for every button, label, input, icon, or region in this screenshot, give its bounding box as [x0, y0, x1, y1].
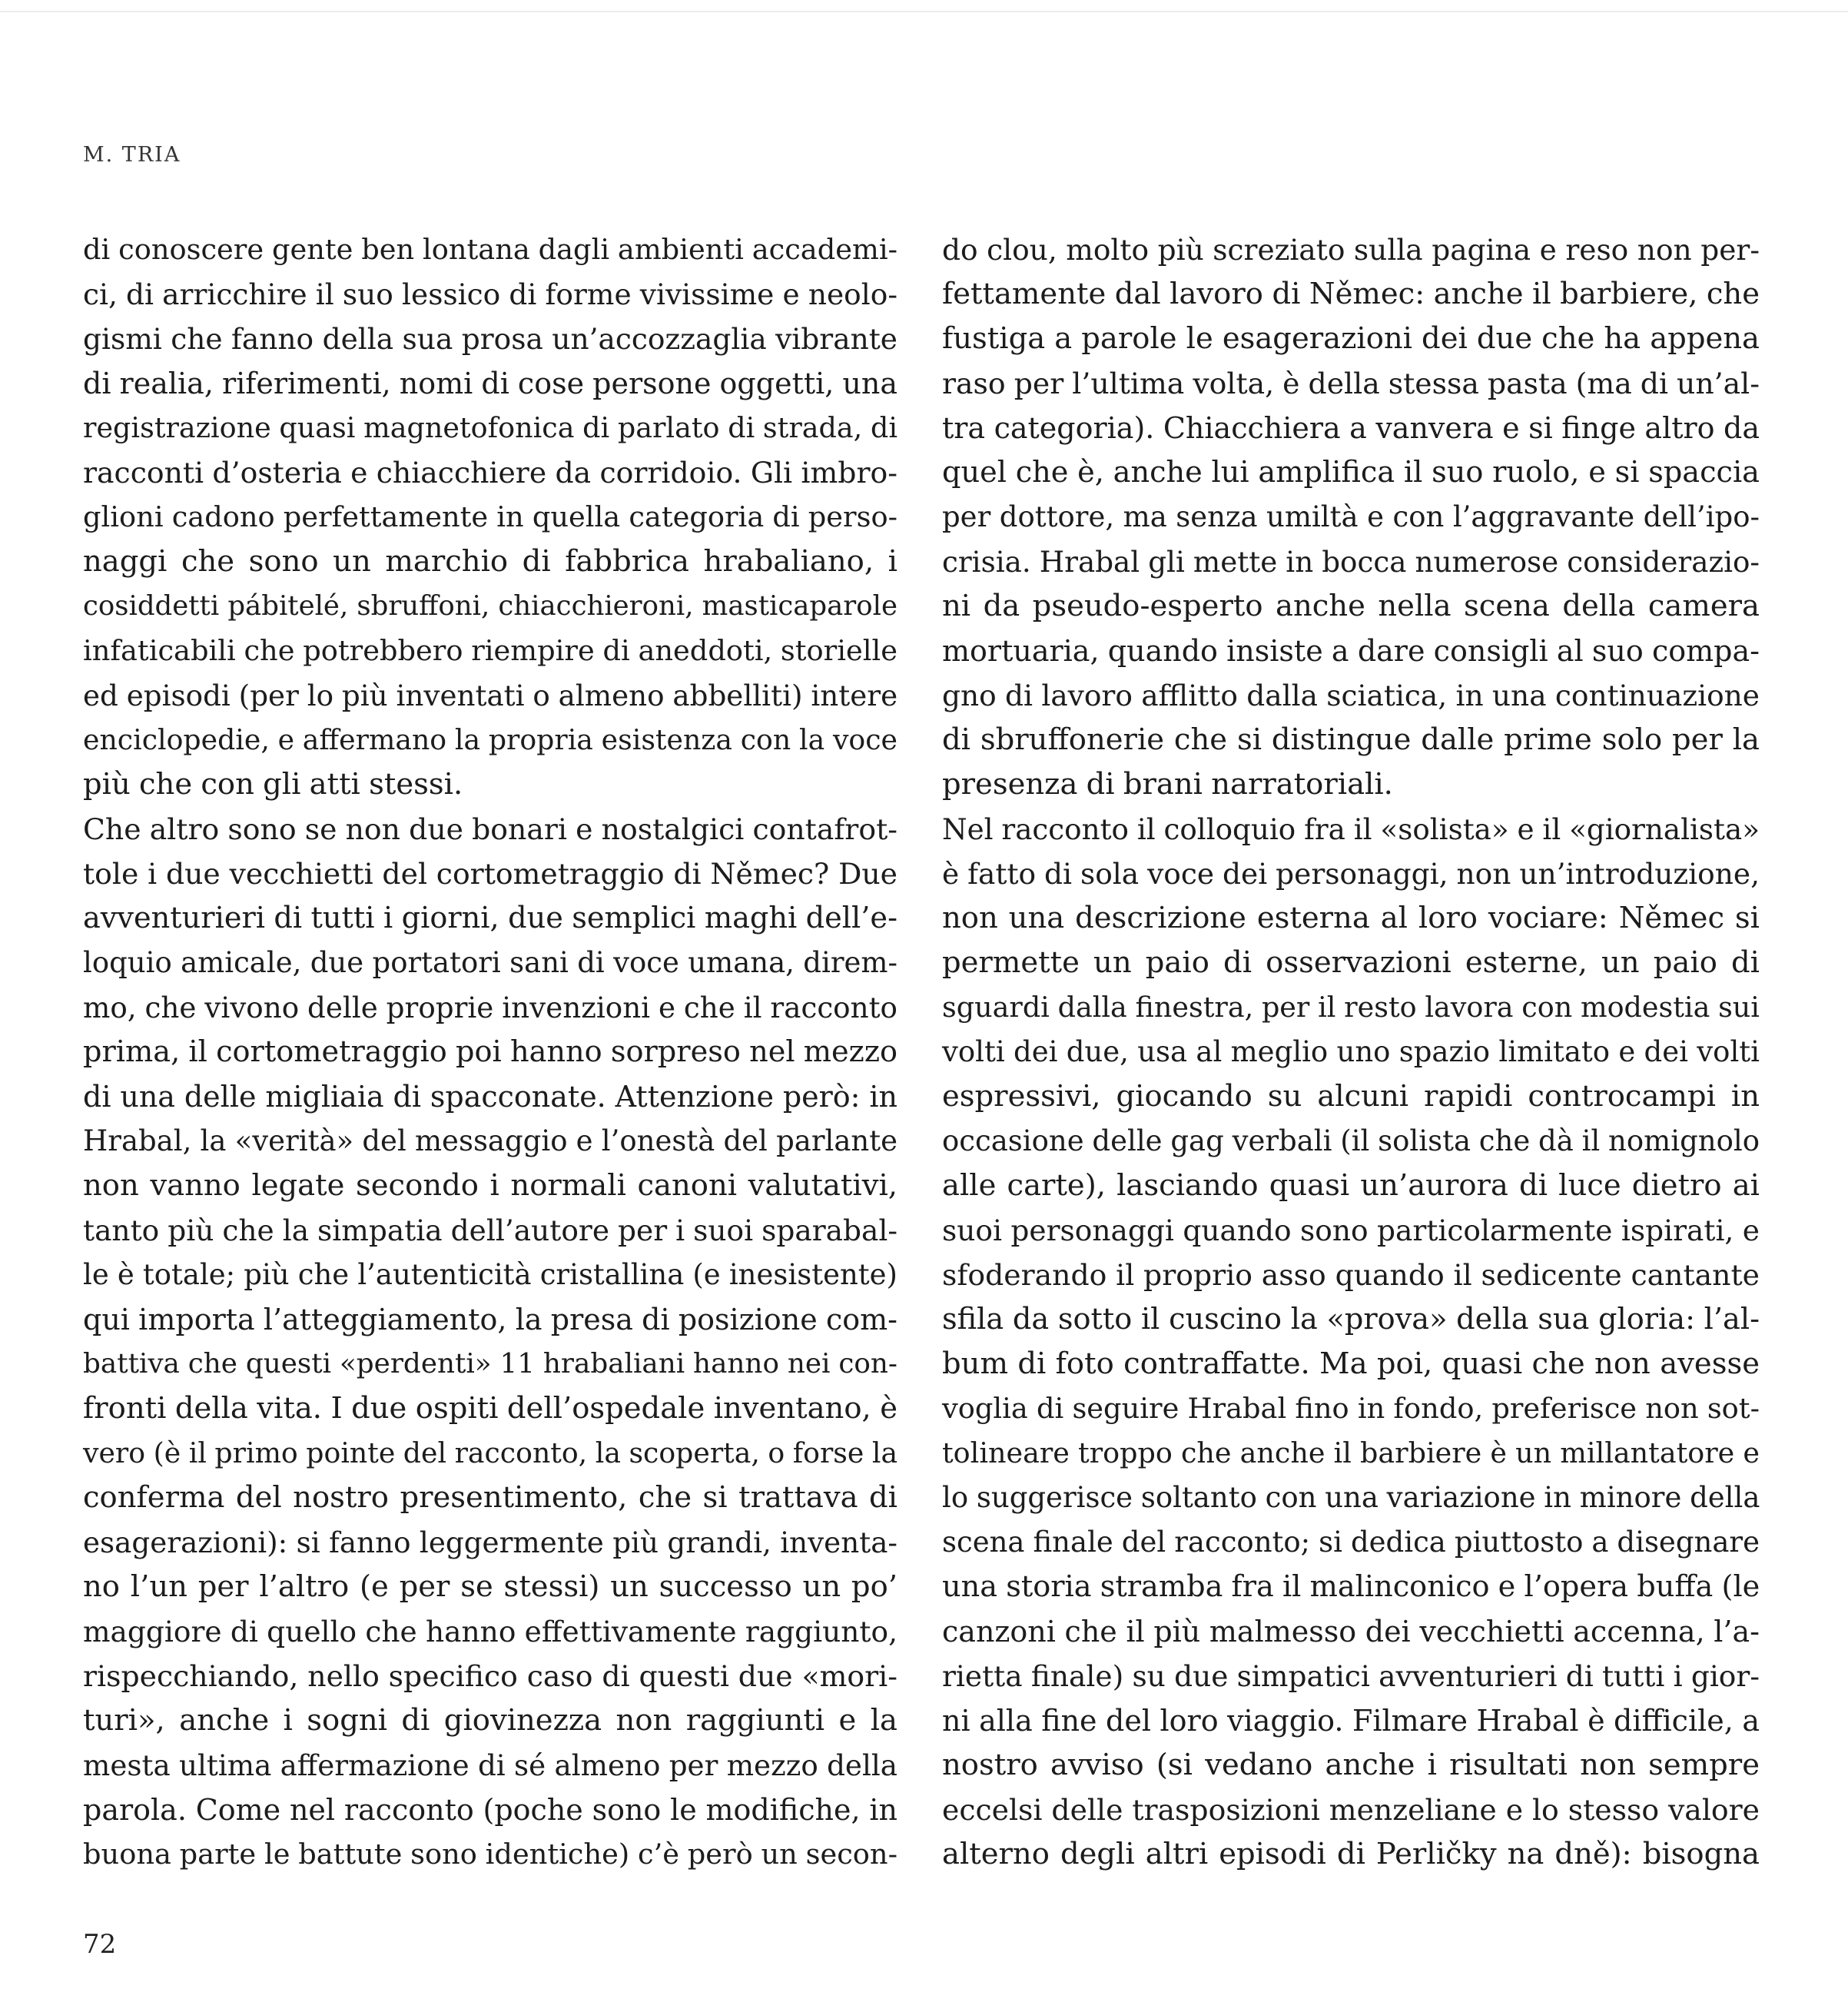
text-line: espressivi, giocando su alcuni rapidi controcampi in	[942, 1079, 1760, 1114]
text-line: canzoni che il più malmesso dei vecchietti accenna, l’a-	[942, 1615, 1760, 1648]
text-line: nostro avviso (si vedano anche i risultati non sempre	[942, 1748, 1760, 1782]
text-line: permette un paio di osservazioni esterne, un paio di	[942, 945, 1760, 980]
text-line: rietta finale) su due simpatici avventurieri di tutti i gior-	[942, 1659, 1760, 1693]
text-line: di sbruffonerie che si distingue dalle prime solo per la	[942, 722, 1760, 757]
text-line: tolineare troppo che anche il barbiere è un millantatore e	[942, 1436, 1760, 1469]
text-line: sfoderando il proprio asso quando il sedicente cantante	[942, 1258, 1760, 1292]
text-line: volti dei due, usa al meglio uno spazio limitato e dei volti	[942, 1035, 1760, 1068]
paragraph-end-line: più che con gli atti stessi.	[83, 767, 463, 802]
text-line: tanto più che la simpatia dell’autore per i suoi sparabal-	[83, 1214, 897, 1247]
text-line: eccelsi delle trasposizioni menzeliane e lo stesso valore	[942, 1793, 1760, 1827]
running-head: M. TRIA	[83, 143, 181, 167]
text-line: ni da pseudo-esperto anche nella scena della camera	[942, 589, 1760, 623]
text-line: fustiga a parole le esagerazioni dei due che ha appena	[942, 321, 1760, 356]
text-line: mortuaria, quando insiste a dare consigli al suo compa-	[942, 634, 1760, 668]
text-line: cosiddetti pábitelé, sbruffoni, chiacchieroni, masticaparole	[83, 590, 897, 622]
text-line: naggi che sono un marchio di fabbrica hrabaliano, i	[83, 544, 897, 579]
right-column	[942, 227, 1760, 1877]
text-line: infaticabili che potrebbero riempire di aneddoti, storielle	[83, 634, 897, 667]
text-line: sfila da sotto il cuscino la «prova» della sua gloria: l’al-	[942, 1302, 1760, 1336]
text-line: gismi che fanno della sua prosa un’accozzaglia vibrante	[83, 322, 897, 356]
text-line: quel che è, anche lui amplifica il suo ruolo, e si spaccia	[942, 455, 1760, 490]
text-line: qui importa l’atteggiamento, la presa di posizione com-	[83, 1303, 897, 1336]
text-line: buona parte le battute sono identiche) c’è però un secon-	[83, 1838, 897, 1871]
text-line: conferma del nostro presentimento, che si trattava di	[83, 1480, 897, 1515]
text-line: turi», anche i sogni di giovinezza non raggiunti e la	[83, 1703, 897, 1738]
text-line: battiva che questi «perdenti» 11 hrabaliani hanno nei con-	[83, 1348, 897, 1380]
paragraph-end-line: presenza di brani narratoriali.	[942, 767, 1393, 802]
text-line: fettamente dal lavoro di Němec: anche il barbiere, che	[942, 277, 1760, 311]
text-line: alle carte), lasciando quasi un’aurora di luce dietro ai	[942, 1168, 1760, 1203]
text-line: rispecchiando, nello specifico caso di questi due «mori-	[83, 1659, 897, 1693]
text-line: enciclopedie, e affermano la propria esistenza con la voce	[83, 723, 897, 756]
text-line: do clou, molto più screziato sulla pagina e reso non per-	[942, 233, 1760, 267]
text-line: voglia di seguire Hrabal fino in fondo, preferisce non sot-	[942, 1392, 1760, 1425]
text-line: le è totale; più che l’autenticità cristallina (e inesistente)	[83, 1258, 897, 1291]
text-line: una storia stramba fra il malinconico e l’opera buffa (le	[942, 1569, 1760, 1604]
text-line: è fatto di sola voce dei personaggi, non un’introduzione,	[942, 857, 1760, 891]
text-line: ni alla fine del loro viaggio. Filmare Hrabal è difficile, a	[942, 1704, 1760, 1738]
text-line: avventurieri di tutti i giorni, due semplici maghi dell’e-	[83, 901, 897, 935]
text-line: Che altro sono se non due bonari e nostalgici contafrot-	[83, 812, 897, 846]
text-line: ed episodi (per lo più inventati o almeno abbelliti) intere	[83, 679, 898, 712]
text-line: ci, di arricchire il suo lessico di forme vivissime e neolo-	[83, 277, 897, 311]
text-line: di una delle migliaia di spacconate. Attenzione però: in	[83, 1080, 897, 1114]
text-line: esagerazioni): si fanno leggermente più grandi, inventa-	[83, 1526, 897, 1559]
text-line: non una descrizione esterna al loro vociare: Němec si	[942, 901, 1760, 935]
text-line: scena finale del racconto; si dedica piuttosto a disegnare	[942, 1526, 1760, 1559]
text-line: non vanno legate secondo i normali canoni valutativi,	[83, 1168, 897, 1203]
text-line: per dottore, ma senza umiltà e con l’aggravante dell’ipo-	[942, 500, 1760, 533]
text-line: glioni cadono perfettamente in quella categoria di perso-	[83, 500, 897, 533]
text-line: parola. Come nel racconto (poche sono le modifiche, in	[83, 1793, 897, 1827]
text-line: alterno degli altri episodi di Perličky na dně): bisogna	[942, 1837, 1760, 1871]
page-number: 72	[83, 1929, 117, 1960]
text-line: mesta ultima affermazione di sé almeno per mezzo della	[83, 1748, 897, 1782]
text-line: registrazione quasi magnetofonica di parlato di strada, di	[83, 411, 897, 444]
text-line: racconti d’osteria e chiacchiere da corridoio. Gli imbro-	[83, 456, 897, 490]
text-line: mo, che vivono delle proprie invenzioni e che il racconto	[83, 991, 897, 1024]
text-line: bum di foto contraffatte. Ma poi, quasi che non avesse	[942, 1346, 1760, 1381]
text-line: loquio amicale, due portatori sani di voce umana, direm-	[83, 946, 897, 979]
text-line: tole i due vecchietti del cortometraggio di Němec? Due	[83, 857, 897, 891]
text-line: tra categoria). Chiacchiera a vanvera e si finge altro da	[942, 411, 1760, 445]
text-line: suoi personaggi quando sono particolarmente ispirati, e	[942, 1214, 1760, 1247]
text-line: prima, il cortometraggio poi hanno sorpreso nel mezzo	[83, 1034, 897, 1069]
text-line: fronti della vita. I due ospiti dell’ospedale inventano, è	[83, 1391, 897, 1426]
left-column	[83, 227, 897, 1877]
text-line: Nel racconto il colloquio fra il «solista» e il «giornalista»	[942, 812, 1760, 846]
text-line: sguardi dalla finestra, per il resto lavora con modestia sui	[942, 991, 1760, 1024]
text-line: crisia. Hrabal gli mette in bocca numerose considerazio-	[942, 545, 1760, 579]
text-line: maggiore di quello che hanno effettivamente raggiunto,	[83, 1615, 897, 1648]
text-line: occasione delle gag verbali (il solista che dà il nomignolo	[942, 1124, 1760, 1157]
text-line: vero (è il primo pointe del racconto, la scoperta, o forse la	[83, 1436, 898, 1469]
text-line: raso per l’ultima volta, è della stessa pasta (ma di un’al-	[942, 367, 1760, 400]
text-line: no l’un per l’altro (e per se stessi) un successo un po’	[83, 1569, 897, 1604]
scan-edge	[0, 11, 1848, 12]
text-line: di conoscere gente ben lontana dagli ambienti accademi-	[83, 233, 897, 266]
text-line: Hrabal, la «verità» del messaggio e l’onestà del parlante	[83, 1124, 897, 1157]
text-line: lo suggerisce soltanto con una variazione in minore della	[942, 1481, 1760, 1514]
text-line: di realia, riferimenti, nomi di cose persone oggetti, una	[83, 367, 898, 400]
text-line: gno di lavoro afflitto dalla sciatica, in una continuazione	[942, 679, 1760, 712]
